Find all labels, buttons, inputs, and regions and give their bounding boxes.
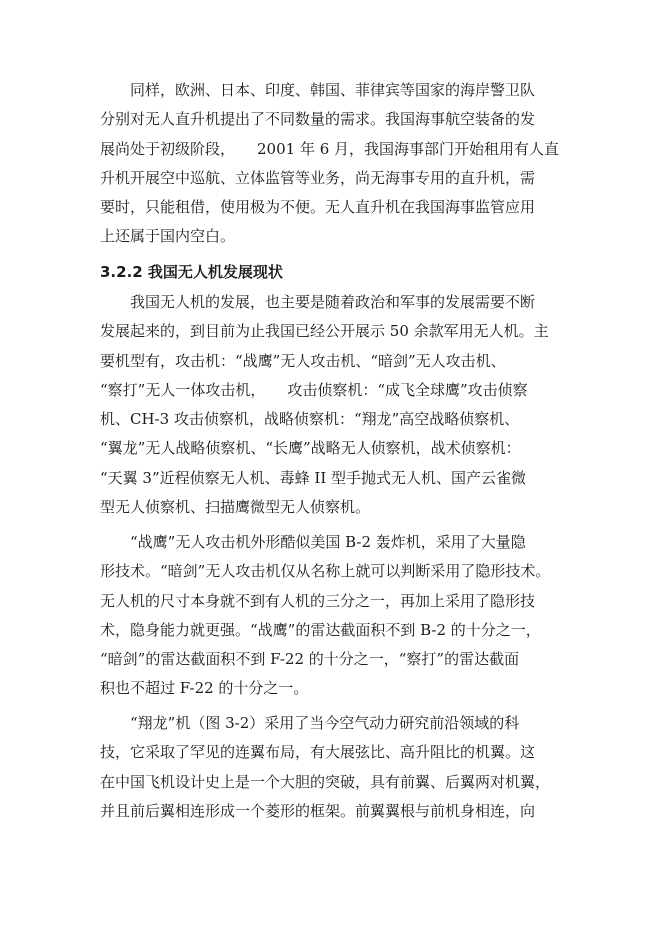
text-line: “暗剑”的雷达截面积不到 F-22 的十分之一，“察打”的雷达截面 bbox=[100, 650, 520, 669]
text-line: 升机开展空中巡航、立体监管等业务，尚无海事专用的直升机，需 bbox=[100, 168, 536, 187]
paragraph-uav-overview bbox=[100, 288, 562, 522]
text-line: 术，隐身能力就更强。“战鹰”的雷达截面积不到 B-2 的十分之一， bbox=[100, 620, 541, 639]
text-line: 同样，欧洲、日本、印度、韩国、菲律宾等国家的海岸警卫队 bbox=[130, 81, 536, 99]
text-line bbox=[100, 135, 562, 164]
text-line: “天翼 3”近程侦察无人机、毒蜂 II 型手抛式无人机、国产云雀微 bbox=[100, 468, 527, 487]
text-line: “翔龙”机（图 3-2）采用了当今空气动力研究前沿领域的科 bbox=[130, 714, 520, 732]
text-line: “翼龙”无人战略侦察机、“长鹰”战略无人侦察机，战术侦察机： bbox=[100, 439, 521, 458]
text-line: 在中国飞机设计史上是一个大胆的突破，具有前翼、后翼两对机翼， bbox=[100, 772, 551, 791]
text-line: 分别对无人直升机提出了不同数量的需求。我国海事航空装备的发 bbox=[100, 110, 536, 129]
text-line: 要时，只能租借，使用极为不便。无人直升机在我国海事监管应用 bbox=[100, 198, 536, 217]
text-line bbox=[100, 376, 562, 405]
text-line: 技，它采取了罕见的连翼布局，有大展弦比、高升阻比的机翼。这 bbox=[100, 743, 536, 762]
section-heading: 3.2.2 我国无人机发展现状 bbox=[100, 263, 283, 281]
text-line: 上还属于国内空白。 bbox=[100, 227, 236, 246]
text-line: 发展起来的，到目前为止我国已经公开展示 50 余款军用无人机。主 bbox=[100, 322, 549, 341]
text-line: 型无人侦察机、扫描鹰微型无人侦察机。 bbox=[100, 498, 371, 517]
text-line: 要机型有，攻击机：“战鹰”无人攻击机、“暗剑”无人攻击机、 bbox=[100, 351, 506, 370]
text-line: “战鹰”无人攻击机外形酷似美国 B-2 轰炸机，采用了大量隐 bbox=[130, 533, 526, 551]
paragraph-stealth bbox=[100, 528, 562, 704]
text-line: 我国无人机的发展，也主要是随着政治和军事的发展需要不断 bbox=[130, 293, 536, 311]
text-segment: 攻击侦察机：“成飞全球鹰”攻击侦察 bbox=[287, 380, 528, 399]
text-line: 无人机的尺寸本身就不到有人机的三分之一，再加上采用了隐形技 bbox=[100, 591, 536, 610]
paragraph-xianglong bbox=[100, 709, 562, 826]
text-segment: 2001 年 6 月，我国海事部门开始租用有人直 bbox=[257, 139, 560, 158]
text-segment: 展尚处于初级阶段， bbox=[100, 139, 236, 158]
paragraph-coast-guard-demand bbox=[100, 76, 562, 252]
text-line: 并且前后翼相连形成一个菱形的框架。前翼翼根与前机身相连，向 bbox=[100, 801, 536, 820]
text-line: 机、CH-3 攻击侦察机，战略侦察机：“翔龙”高空战略侦察机、 bbox=[100, 410, 520, 429]
text-segment: “察打”无人一体攻击机， bbox=[100, 380, 266, 399]
text-line: 积也不超过 F-22 的十分之一。 bbox=[100, 679, 309, 698]
text-line: 形技术。“暗剑”无人攻击机仅从名称上就可以判断采用了隐形技术。 bbox=[100, 562, 551, 581]
